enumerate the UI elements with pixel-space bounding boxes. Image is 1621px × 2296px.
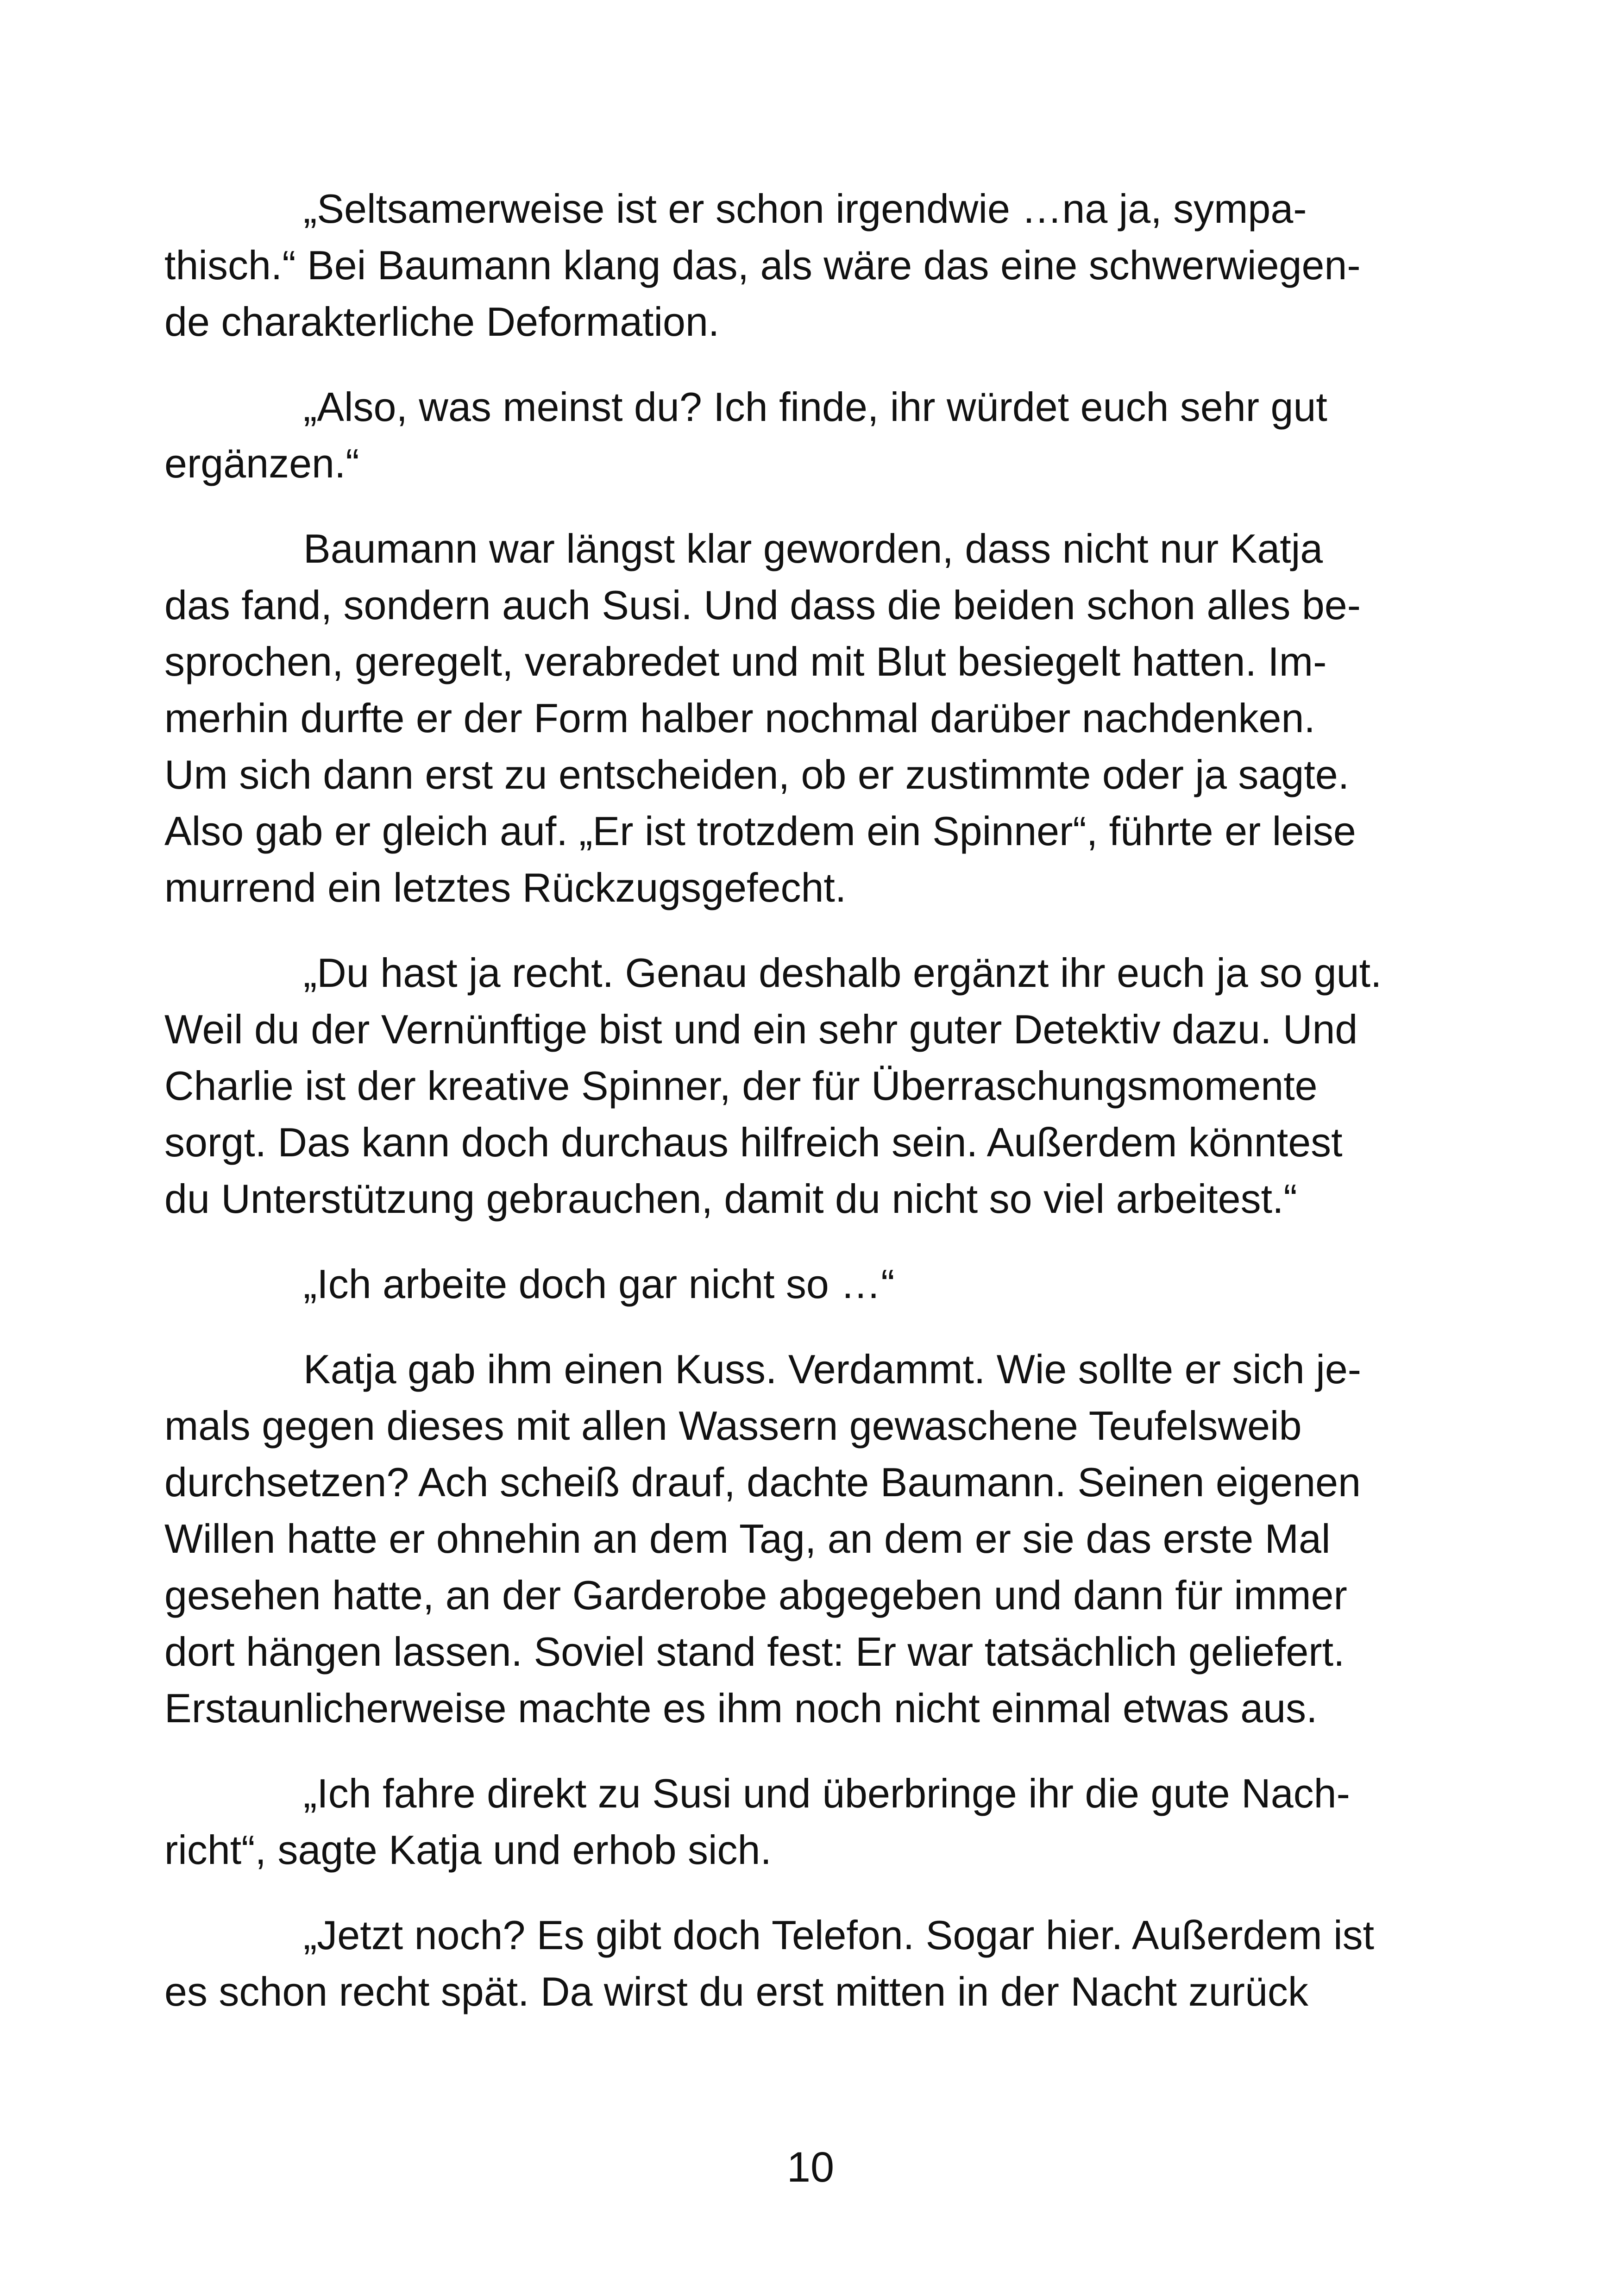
text-line: richt“, sagte Katja und erhob sich. xyxy=(164,1827,772,1873)
text-line: Erstaunlicherweise machte es ihm noch nicht einmal etwas aus. xyxy=(164,1685,1318,1731)
page-number: 10 xyxy=(786,2144,835,2191)
text-line: sprochen, geregelt, verabredet und mit Blut besiegelt hatten. Im- xyxy=(164,639,1327,684)
text-line: Baumann war längst klar geworden, dass nicht nur Katja xyxy=(303,526,1323,571)
text-line: dort hängen lassen. Soviel stand fest: Er war tatsächlich geliefert. xyxy=(164,1629,1345,1675)
text-line: das fand, sondern auch Susi. Und dass die beiden schon alles be- xyxy=(164,582,1361,628)
text-line: „Also, was meinst du? Ich finde, ihr würdet euch sehr gut xyxy=(303,384,1327,430)
text-line: „Ich arbeite doch gar nicht so …“ xyxy=(303,1261,895,1307)
paragraph xyxy=(164,1341,1433,1737)
text-line: Also gab er gleich auf. „Er ist trotzdem ein Spinner“, führte er leise xyxy=(164,808,1356,854)
paragraph xyxy=(164,521,1433,916)
body-text xyxy=(164,181,1433,2049)
text-line: es schon recht spät. Da wirst du erst mitten in der Nacht zurück xyxy=(164,1969,1308,2014)
paragraph xyxy=(164,379,1433,492)
text-line: merhin durfte er der Form halber nochmal darüber nachdenken. xyxy=(164,695,1315,741)
text-line: „Ich fahre direkt zu Susi und überbringe ihr die gute Nach- xyxy=(303,1770,1350,1816)
text-line: „Seltsamerweise ist er schon irgendwie …na ja, sympa- xyxy=(303,186,1307,232)
text-line: Um sich dann erst zu entscheiden, ob er zustimmte oder ja sagte. xyxy=(164,752,1350,797)
text-line: ergänzen.“ xyxy=(164,440,359,486)
text-line: „Du hast ja recht. Genau deshalb ergänzt ihr euch ja so gut. xyxy=(303,950,1382,996)
text-line: Weil du der Vernünftige bist und ein sehr guter Detektiv dazu. Und xyxy=(164,1006,1358,1052)
text-line: Willen hatte er ohnehin an dem Tag, an dem er sie das erste Mal xyxy=(164,1516,1331,1562)
text-line: Charlie ist der kreative Spinner, der für Überraschungsmomente xyxy=(164,1063,1318,1109)
paragraph xyxy=(164,1256,1433,1312)
paragraph xyxy=(164,945,1433,1227)
text-line: thisch.“ Bei Baumann klang das, als wäre das eine schwerwiegen- xyxy=(164,242,1361,288)
text-line: durchsetzen? Ach scheiß drauf, dachte Baumann. Seinen eigenen xyxy=(164,1459,1361,1505)
text-line: gesehen hatte, an der Garderobe abgegeben und dann für immer xyxy=(164,1572,1347,1618)
text-line: sorgt. Das kann doch durchaus hilfreich sein. Außerdem könntest xyxy=(164,1119,1343,1165)
text-line: de charakterliche Deformation. xyxy=(164,299,720,345)
paragraph xyxy=(164,1907,1433,2020)
paragraph xyxy=(164,1765,1433,1878)
text-line: du Unterstützung gebrauchen, damit du nicht so viel arbeitest.“ xyxy=(164,1176,1297,1222)
text-line: mals gegen dieses mit allen Wassern gewaschene Teufelsweib xyxy=(164,1403,1302,1449)
text-line: murrend ein letztes Rückzugsgefecht. xyxy=(164,865,847,910)
paragraph xyxy=(164,181,1433,350)
text-line: „Jetzt noch? Es gibt doch Telefon. Sogar hier. Außerdem ist xyxy=(303,1912,1375,1958)
text-line: Katja gab ihm einen Kuss. Verdammt. Wie sollte er sich je- xyxy=(303,1346,1362,1392)
